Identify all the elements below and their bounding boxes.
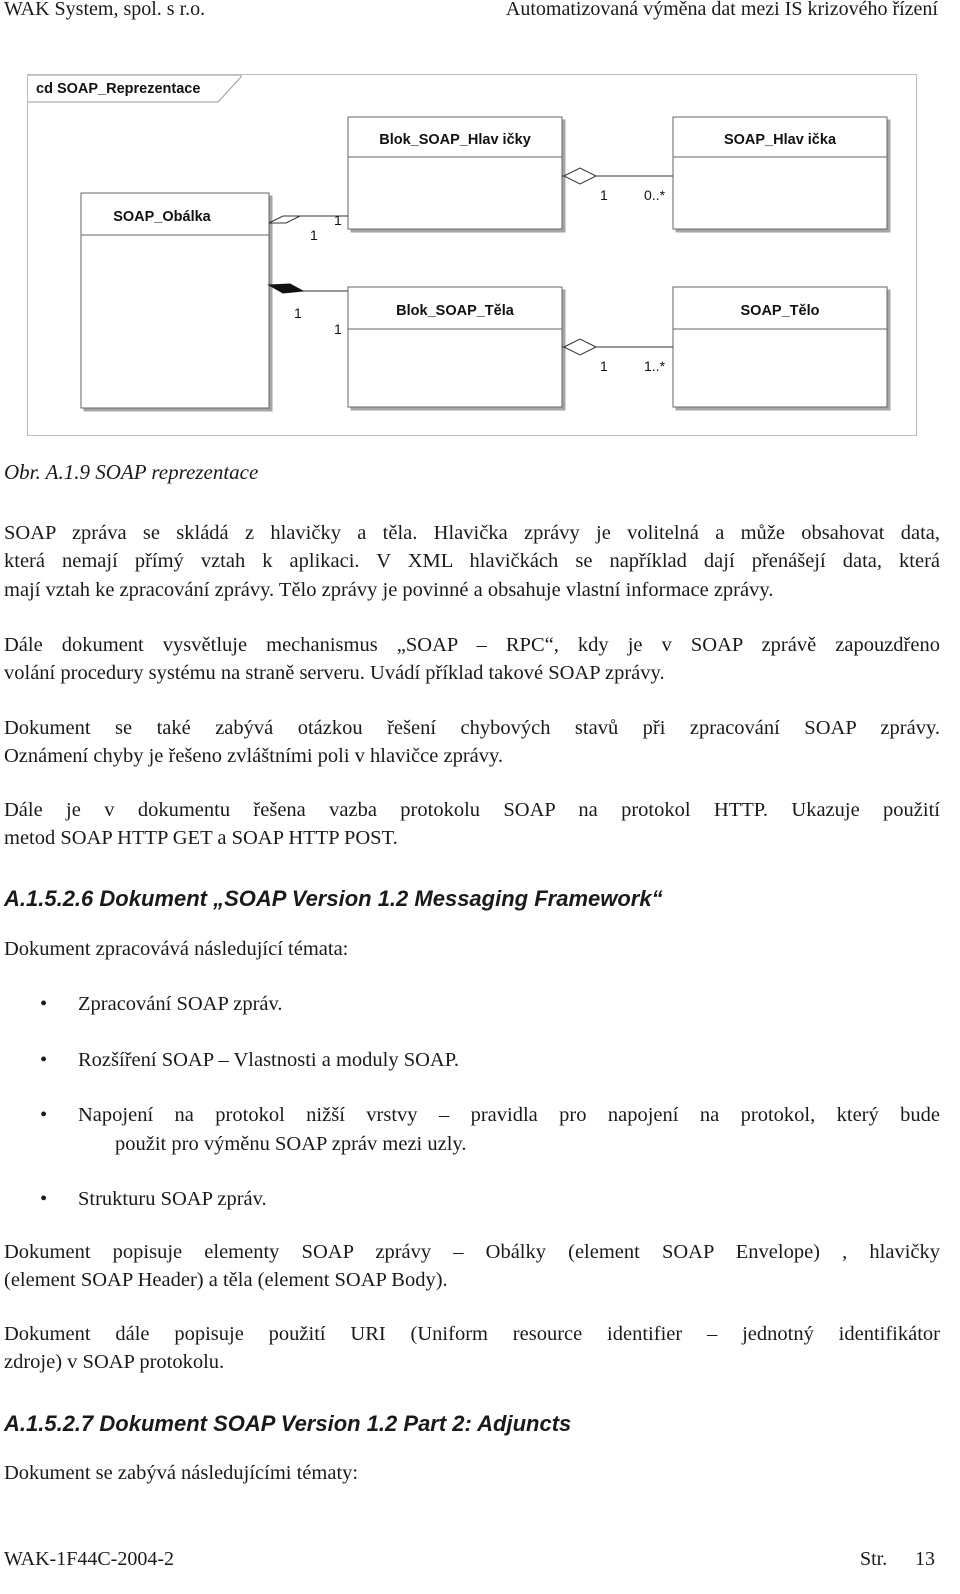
class-name: Blok_SOAP_Těla bbox=[396, 303, 514, 319]
figure-caption: Obr. A.1.9 SOAP reprezentace bbox=[4, 460, 259, 484]
section-heading: A.1.5.2.7 Dokument SOAP Version 1.2 Part 2: Adjuncts bbox=[4, 1411, 572, 1436]
paragraph-line: Dokument se zabývá následujícími tématy: bbox=[4, 1462, 359, 1484]
uml-class-diagram bbox=[28, 75, 916, 435]
class-blok-soap-hlavicky bbox=[348, 117, 562, 229]
section-heading: A.1.5.2.6 Dokument „SOAP Version 1.2 Messaging Framework“ bbox=[4, 886, 663, 911]
aggregation-diamond-icon bbox=[564, 168, 596, 184]
class-name: SOAP_Tělo bbox=[740, 303, 820, 319]
class-soap-obalka bbox=[81, 193, 269, 408]
bullet-dot: • bbox=[40, 1188, 48, 1210]
class-soap-telo bbox=[673, 287, 887, 407]
header-company: WAK System, spol. s r.o. bbox=[4, 0, 206, 20]
list-item: Rozšíření SOAP – Vlastnosti a moduly SOAP. bbox=[78, 1049, 459, 1071]
footer-document-id: WAK-1F44C-2004-2 bbox=[4, 1548, 174, 1570]
paragraph-line: zdroje) v SOAP protokolu. bbox=[4, 1351, 225, 1373]
association-hlavicky-hlavicka bbox=[562, 168, 673, 184]
multiplicity-label: 1 bbox=[334, 212, 342, 228]
multiplicity-label: 1 bbox=[600, 358, 608, 374]
aggregation-diamond-icon bbox=[564, 339, 596, 355]
class-name: SOAP_Obálka bbox=[113, 209, 211, 225]
paragraph-line: Dokument popisuje elementy SOAP zprávy – Obálky (element SOAP Envelope) , hlavičky bbox=[4, 1241, 940, 1263]
paragraph-line: Dokument se také zabývá otázkou řešení chybových stavů při zpracování SOAP zprávy. bbox=[4, 717, 940, 739]
multiplicity-label: 1 bbox=[310, 227, 318, 243]
paragraph-line: která nemají přímý vztah k aplikaci. V XML hlavičkách se například dají přenášejí data, která bbox=[4, 550, 940, 572]
bullet-dot: • bbox=[40, 1104, 48, 1126]
paragraph-line: mají vztah ke zpracování zprávy. Tělo zprávy je povinné a obsahuje vlastní informace zprávy. bbox=[4, 579, 774, 601]
paragraph-line: Dále dokument vysvětluje mechanismus „SOAP – RPC“, kdy je v SOAP zprávě zapouzdřeno bbox=[4, 634, 940, 656]
list-item: Strukturu SOAP zpráv. bbox=[78, 1188, 267, 1210]
class-soap-hlavicka bbox=[673, 117, 887, 229]
header-document-title: Automatizovaná výměna dat mezi IS krizového řízení bbox=[505, 0, 938, 20]
class-name: Blok_SOAP_Hlav ičky bbox=[379, 132, 531, 148]
multiplicity-label: 1..* bbox=[644, 358, 666, 374]
paragraph-line: (element SOAP Header) a těla (element SOAP Body). bbox=[4, 1269, 448, 1291]
paragraph-line: Dále je v dokumentu řešena vazba protokolu SOAP na protokol HTTP. Ukazuje použití bbox=[4, 799, 940, 821]
diagram-frame-label: cd SOAP_Reprezentace bbox=[36, 81, 201, 97]
bullet-dot: • bbox=[40, 1049, 48, 1071]
multiplicity-label: 1 bbox=[600, 187, 608, 203]
multiplicity-label: 1 bbox=[294, 305, 302, 321]
composition-diamond-icon bbox=[269, 284, 303, 293]
multiplicity-label: 0..* bbox=[644, 187, 666, 203]
paragraph-line: metod SOAP HTTP GET a SOAP HTTP POST. bbox=[4, 827, 398, 849]
uml-diagram-frame bbox=[27, 74, 917, 436]
paragraph-line: SOAP zpráva se skládá z hlavičky a těla. Hlavička zprávy je volitelná a může obsahovat data, bbox=[4, 522, 940, 544]
list-item: Napojení na protokol nižší vrstvy – pravidla pro napojení na protokol, který bude bbox=[78, 1104, 940, 1126]
list-item: Zpracování SOAP zpráv. bbox=[78, 993, 283, 1015]
multiplicity-label: 1 bbox=[334, 321, 342, 337]
paragraph-line: Oznámení chyby je řešeno zvláštními poli v hlavičce zprávy. bbox=[4, 745, 504, 767]
footer-page-number: 13 bbox=[915, 1548, 935, 1570]
association-obalka-tela bbox=[269, 284, 348, 293]
paragraph-line: Dokument dále popisuje použití URI (Uniform resource identifier – jednotný identifikátor bbox=[4, 1323, 940, 1345]
association-tela-telo bbox=[562, 339, 673, 355]
bullet-dot: • bbox=[40, 993, 48, 1015]
list-item-continuation: použit pro výměnu SOAP zpráv mezi uzly. bbox=[115, 1133, 467, 1155]
class-name: SOAP_Hlav ička bbox=[723, 132, 837, 148]
footer-page-label: Str. bbox=[860, 1548, 888, 1570]
paragraph-line: volání procedury systému na straně serveru. Uvádí příklad takové SOAP zprávy. bbox=[4, 662, 665, 684]
paragraph-line: Dokument zpracovává následující témata: bbox=[4, 938, 349, 960]
class-blok-soap-tela bbox=[348, 287, 562, 407]
aggregation-diamond-icon bbox=[269, 216, 300, 223]
